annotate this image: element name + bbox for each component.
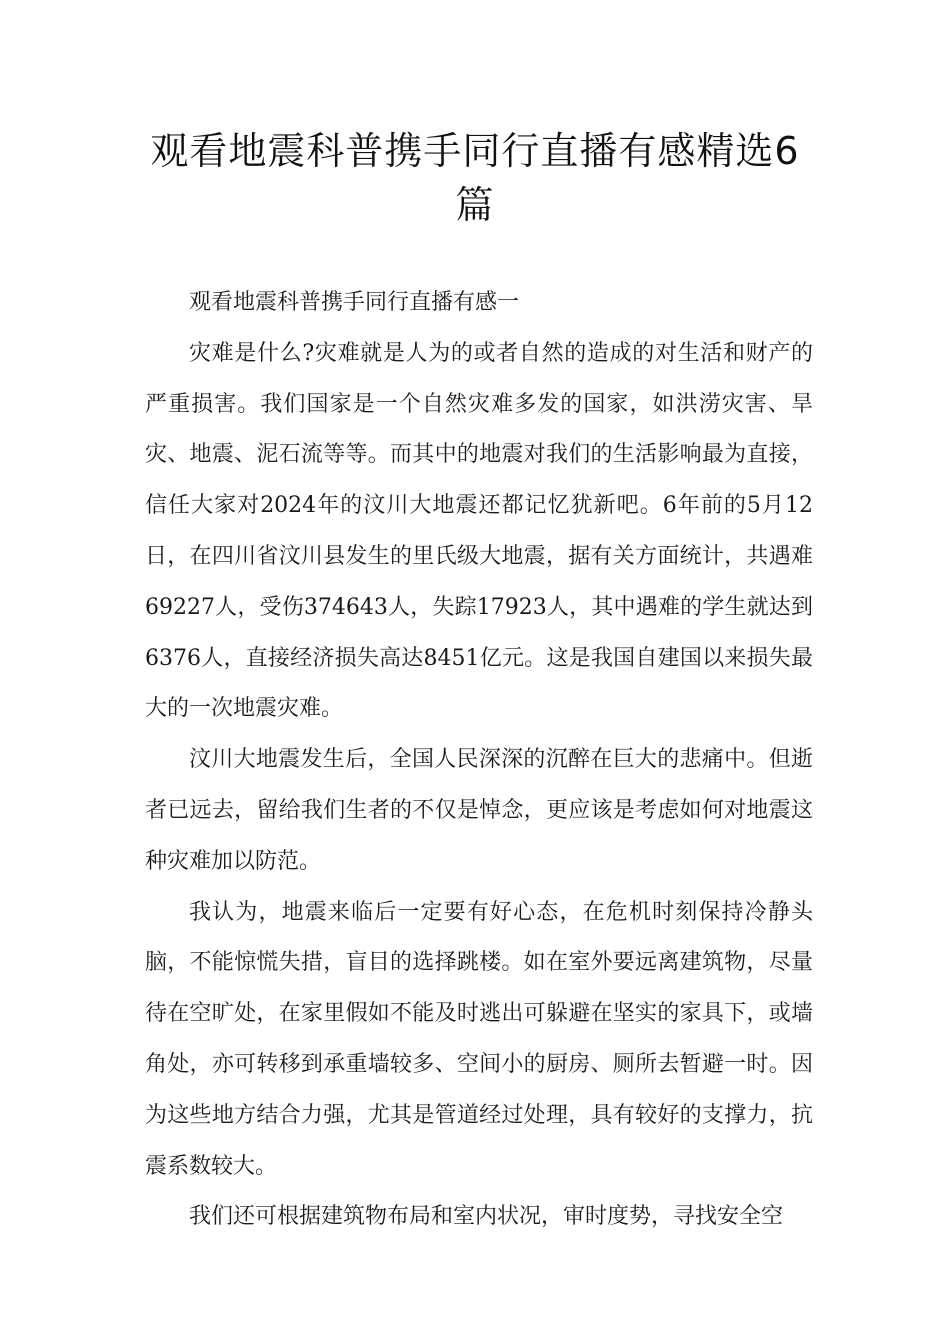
document-body	[145, 278, 813, 1243]
paragraph: 灾难是什么?灾难就是人为的或者自然的造成的对生活和财产的严重损害。我们国家是一个自然灾难多发的国家，如洪涝灾害、旱灾、地震、泥石流等等。而其中的地震对我们的生活影响最为直接，信任大家对2024年的汶川大地震还都记忆犹新吧。6年前的5月12日，在四川省汶川县发生的里氏级大地震，据有关方面统计，共遇难69227人，受伤374643人，失踪17923人，其中遇难的学生就达到6376人，直接经济损失高达8451亿元。这是我国自建国以来损失最大的一次地震灾难。	[145, 340, 813, 722]
paragraph: 我认为，地震来临后一定要有好心态，在危机时刻保持冷静头脑，不能惊慌失措，盲目的选择跳楼。如在室外要远离建筑物，尽量待在空旷处，在家里假如不能及时逃出可躲避在坚实的家具下，或墙角处，亦可转移到承重墙较多、空间小的厨房、厕所去暂避一时。因为这些地方结合力强，尤其是管道经过处理，具有较好的支撑力，抗震系数较大。	[145, 899, 813, 1179]
paragraph: 汶川大地震发生后，全国人民深深的沉醉在巨大的悲痛中。但逝者已远去，留给我们生者的不仅是悼念，更应该是考虑如何对地震这种灾难加以防范。	[145, 747, 813, 874]
document-title: 观看地震科普携手同行直播有感精选6篇	[150, 129, 800, 227]
paragraph: 我们还可根据建筑物布局和室内状况，审时度势，寻找安全空	[189, 1204, 784, 1230]
section-heading: 观看地震科普携手同行直播有感一	[189, 290, 520, 315]
